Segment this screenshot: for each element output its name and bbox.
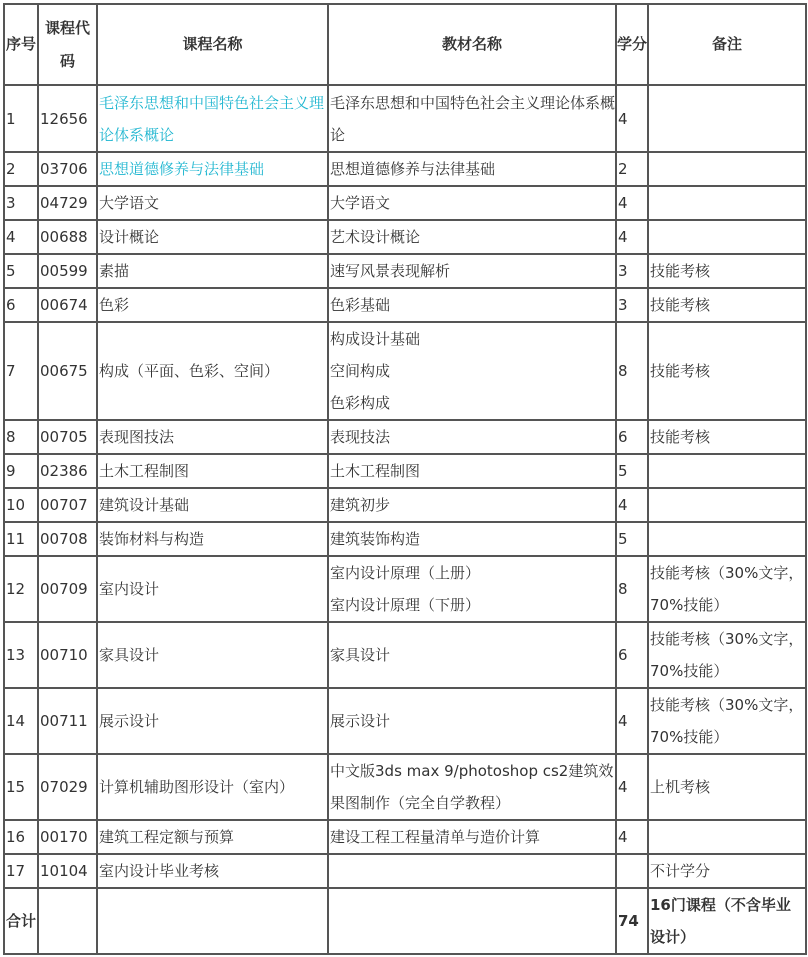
table-row [4,152,806,186]
cell-notes: 技能考核（30%文字，70%技能） [648,622,806,688]
cell-index: 10 [4,488,38,522]
cell-textbook [328,186,616,220]
cell-credits: 4 [616,488,648,522]
textbook-line: 家具设计 [330,646,391,664]
cell-textbook [328,622,616,688]
cell-textbook [328,522,616,556]
cell-credits: 4 [616,85,648,152]
header-notes: 备注 [648,4,806,85]
cell-course-name: 设计概论 [97,220,328,254]
header-row [4,4,806,85]
cell-course-name [97,888,328,954]
table-row [4,288,806,322]
cell-textbook [328,85,616,152]
total-credits: 74 [616,888,648,954]
cell-notes [648,454,806,488]
cell-credits: 6 [616,420,648,454]
cell-code: 00675 [38,322,97,420]
cell-index: 12 [4,556,38,622]
cell-credits: 4 [616,820,648,854]
cell-code: 10104 [38,854,97,888]
cell-code: 00688 [38,220,97,254]
table-row [4,322,806,420]
cell-notes: 不计学分 [648,854,806,888]
textbook-line: 土木工程制图 [330,462,421,480]
course-table-body [4,85,806,954]
course-link[interactable]: 毛泽东思想和中国特色社会主义理论体系概论 [99,93,325,144]
table-row [4,488,806,522]
cell-index: 14 [4,688,38,754]
cell-notes: 技能考核 [648,288,806,322]
cell-credits: 5 [616,522,648,556]
cell-notes: 技能考核（30%文字，70%技能） [648,688,806,754]
textbook-line: 空间构成 [330,362,391,380]
cell-credits: 4 [616,754,648,820]
table-row [4,754,806,820]
course-table [3,3,807,955]
cell-course-name: 家具设计 [97,622,328,688]
cell-index: 15 [4,754,38,820]
cell-credits: 4 [616,186,648,220]
cell-index: 1 [4,85,38,152]
course-link[interactable]: 思想道德修养与法律基础 [99,160,265,178]
table-row [4,85,806,152]
cell-textbook [328,556,616,622]
cell-notes: 技能考核 [648,254,806,288]
cell-course-name: 土木工程制图 [97,454,328,488]
cell-code: 00710 [38,622,97,688]
cell-code: 12656 [38,85,97,152]
cell-notes [648,488,806,522]
textbook-line: 中文版3ds max 9/photoshop cs2建筑效果图制作（完全自学教程） [330,762,614,812]
header-textbook: 教材名称 [328,4,616,85]
cell-credits: 4 [616,688,648,754]
cell-textbook [328,854,616,888]
textbook-line: 色彩基础 [330,296,391,314]
textbook-line: 展示设计 [330,712,391,730]
cell-notes: 上机考核 [648,754,806,820]
cell-index: 3 [4,186,38,220]
cell-textbook [328,754,616,820]
cell-textbook [328,220,616,254]
cell-index: 13 [4,622,38,688]
cell-course-name: 大学语文 [97,186,328,220]
course-table-container [3,3,807,955]
cell-textbook [328,820,616,854]
cell-code: 00170 [38,820,97,854]
cell-code: 00711 [38,688,97,754]
cell-course-name: 装饰材料与构造 [97,522,328,556]
cell-course-name: 计算机辅助图形设计（室内） [97,754,328,820]
cell-notes: 技能考核 [648,322,806,420]
textbook-line: 色彩构成 [330,394,391,412]
cell-textbook [328,488,616,522]
cell-course-name: 表现图技法 [97,420,328,454]
cell-credits: 8 [616,322,648,420]
cell-credits: 4 [616,220,648,254]
cell-textbook [328,152,616,186]
cell-code [38,888,97,954]
cell-textbook [328,254,616,288]
cell-index: 5 [4,254,38,288]
cell-course-name: 室内设计 [97,556,328,622]
cell-code: 00705 [38,420,97,454]
cell-textbook [328,888,616,954]
table-row [4,454,806,488]
textbook-line: 构成设计基础 [330,330,421,348]
table-row [4,420,806,454]
cell-notes: 技能考核 [648,420,806,454]
total-notes: 16门课程（不含毕业设计） [648,888,806,954]
cell-credits: 8 [616,556,648,622]
header-code: 课程代码 [38,4,97,85]
textbook-line: 建筑初步 [330,496,391,514]
textbook-line: 室内设计原理（上册） [330,564,481,582]
cell-code: 00708 [38,522,97,556]
cell-course-name: 展示设计 [97,688,328,754]
cell-credits: 5 [616,454,648,488]
textbook-line: 速写风景表现解析 [330,262,451,280]
cell-course-name: 构成（平面、色彩、空间） [97,322,328,420]
cell-textbook [328,288,616,322]
cell-index: 16 [4,820,38,854]
cell-credits: 3 [616,288,648,322]
table-row [4,254,806,288]
cell-course-name: 建筑设计基础 [97,488,328,522]
cell-course-name: 室内设计毕业考核 [97,854,328,888]
table-row [4,220,806,254]
cell-notes [648,820,806,854]
cell-credits: 2 [616,152,648,186]
cell-textbook [328,454,616,488]
cell-notes [648,85,806,152]
cell-credits: 3 [616,254,648,288]
cell-course-name [97,85,328,152]
table-row [4,556,806,622]
cell-textbook [328,420,616,454]
cell-index: 4 [4,220,38,254]
cell-notes [648,152,806,186]
total-row [4,888,806,954]
table-row [4,820,806,854]
cell-notes: 技能考核（30%文字，70%技能） [648,556,806,622]
table-row [4,622,806,688]
cell-index: 11 [4,522,38,556]
cell-code: 00674 [38,288,97,322]
cell-course-name: 素描 [97,254,328,288]
cell-index: 17 [4,854,38,888]
textbook-line: 思想道德修养与法律基础 [330,160,496,178]
cell-credits: 6 [616,622,648,688]
textbook-line: 艺术设计概论 [330,228,421,246]
total-label: 合计 [4,888,38,954]
header-index: 序号 [4,4,38,85]
table-row [4,854,806,888]
cell-notes [648,186,806,220]
cell-notes [648,220,806,254]
cell-credits [616,854,648,888]
table-row [4,688,806,754]
cell-index: 8 [4,420,38,454]
header-course-name: 课程名称 [97,4,328,85]
textbook-line: 建筑装饰构造 [330,530,421,548]
cell-course-name: 色彩 [97,288,328,322]
textbook-line: 建设工程工程量清单与造价计算 [330,828,541,846]
table-row [4,522,806,556]
cell-textbook [328,322,616,420]
cell-index: 2 [4,152,38,186]
textbook-line: 室内设计原理（下册） [330,596,481,614]
cell-notes [648,522,806,556]
cell-code: 00707 [38,488,97,522]
cell-course-name: 建筑工程定额与预算 [97,820,328,854]
cell-index: 9 [4,454,38,488]
textbook-line: 毛泽东思想和中国特色社会主义理论体系概论 [330,93,616,144]
cell-code: 00709 [38,556,97,622]
cell-code: 07029 [38,754,97,820]
textbook-line: 表现技法 [330,428,391,446]
cell-index: 6 [4,288,38,322]
cell-index: 7 [4,322,38,420]
textbook-line: 大学语文 [330,194,391,212]
cell-code: 04729 [38,186,97,220]
table-row [4,186,806,220]
header-credits: 学分 [616,4,648,85]
cell-textbook [328,688,616,754]
cell-code: 03706 [38,152,97,186]
cell-course-name [97,152,328,186]
cell-code: 00599 [38,254,97,288]
cell-code: 02386 [38,454,97,488]
